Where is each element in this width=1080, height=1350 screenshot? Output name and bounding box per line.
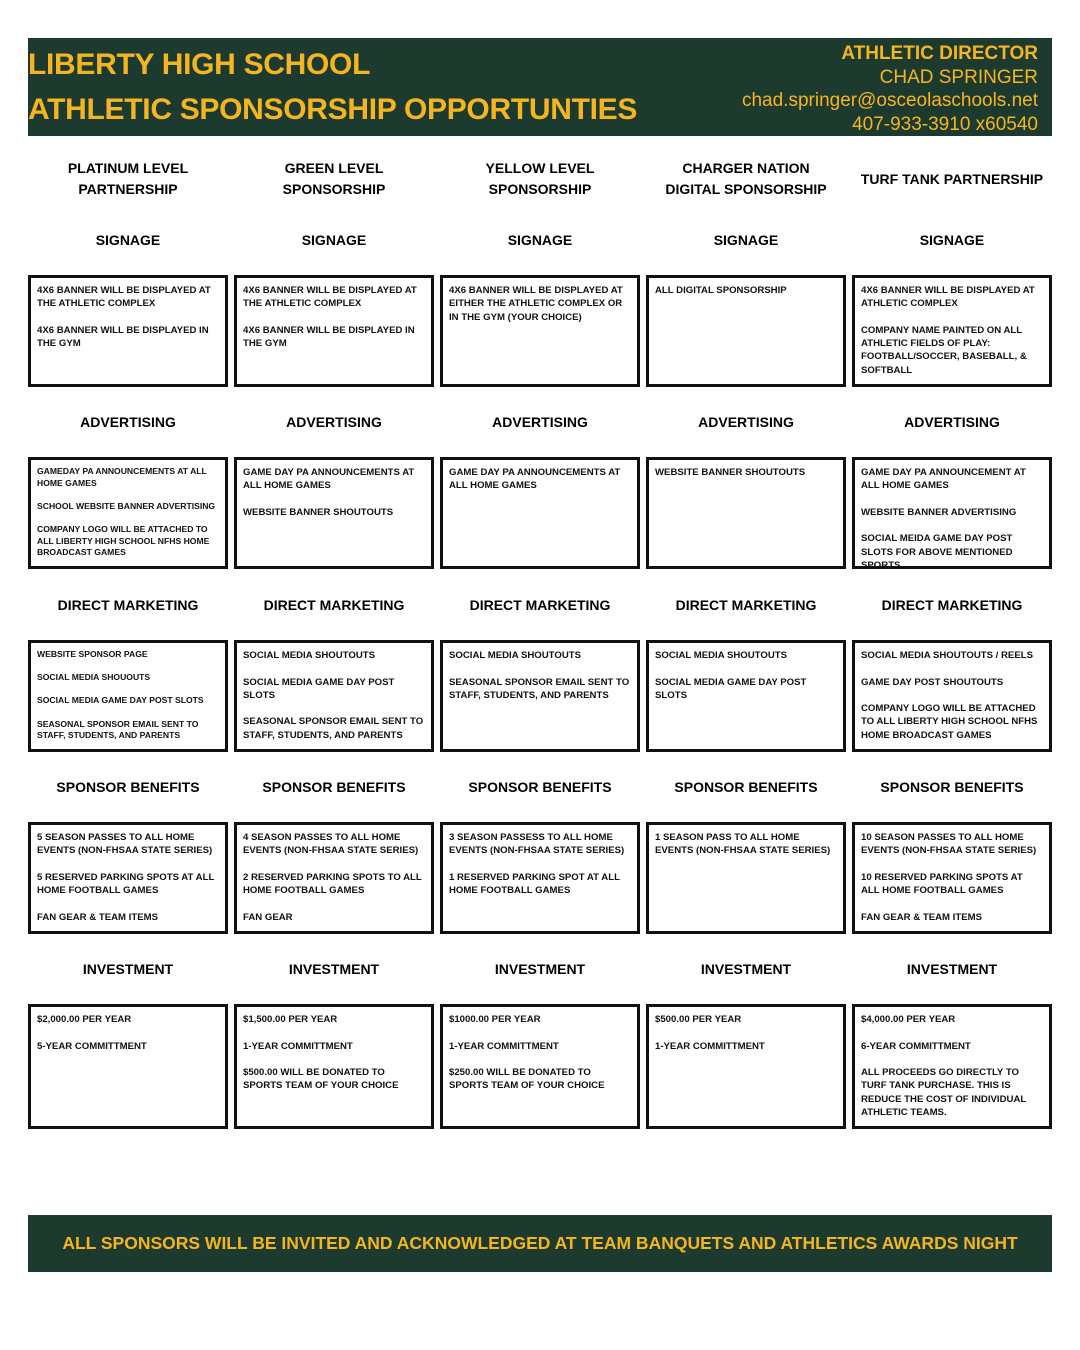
list-item: 4X6 BANNER WILL BE DISPLAYED AT ATHLETIC COMPLEX	[861, 285, 1035, 310]
tier-title-label: PLATINUM LEVEL PARTNERSHIP	[67, 160, 189, 197]
investment-header-col-5	[852, 950, 1052, 989]
tier-title-col-2	[234, 152, 434, 206]
investment-header-label: INVESTMENT	[494, 961, 586, 977]
page-title: ATHLETIC SPONSORSHIP OPPORTUNTIES	[28, 93, 638, 126]
contact-block	[742, 42, 1038, 136]
advertising-header-label: ADVERTISING	[492, 414, 588, 430]
list-item: 2 RESERVED PARKING SPOTS TO ALL HOME FOOTBALL GAMES	[243, 871, 422, 897]
investment-header-col-3	[440, 950, 640, 989]
investment-box-col-2	[234, 1004, 434, 1129]
list-item: FAN GEAR & TEAM ITEMS	[861, 911, 982, 923]
benefits-header-label: SPONSOR BENEFITS	[674, 779, 818, 795]
list-item: $1000.00 PER YEAR	[449, 1014, 541, 1025]
investment-box-col-4	[646, 1004, 846, 1129]
signage-header-label: SIGNAGE	[713, 232, 779, 248]
investment-header-col-4	[646, 950, 846, 989]
list-item: 1 RESERVED PARKING SPOT AT ALL HOME FOOTBALL GAMES	[449, 871, 620, 897]
school-name: LIBERTY HIGH SCHOOL	[28, 48, 371, 81]
list-item: WEBSITE BANNER SHOUTOUTS	[243, 506, 394, 518]
benefits-header-label: SPONSOR BENEFITS	[880, 779, 1024, 795]
marketing-header-label: DIRECT MARKETING	[263, 597, 405, 613]
list-item: SOCIAL MEDIA SHOUTOUTS / REELS	[861, 650, 1033, 661]
marketing-header-col-5	[852, 586, 1052, 625]
advertising-box-col-5	[852, 457, 1052, 572]
advertising-header-col-1	[28, 403, 228, 442]
list-item: GAME DAY POST SHOUTOUTS	[861, 676, 1004, 688]
signage-box-col-4	[646, 275, 846, 387]
investment-header-label: INVESTMENT	[700, 961, 792, 977]
benefits-header-label: SPONSOR BENEFITS	[262, 779, 406, 795]
tier-title-label: CHARGER NATION DIGITAL SPONSORSHIP	[665, 160, 827, 197]
list-item: GAMEDAY PA ANNOUNCEMENTS AT ALL HOME GAMES	[37, 466, 207, 488]
list-item: $250.00 WILL BE DONATED TO SPORTS TEAM OF YOUR CHOICE	[449, 1067, 605, 1092]
list-item: 4X6 BANNER WILL BE DISPLAYED IN THE GYM	[37, 324, 209, 350]
advertising-header-col-5	[852, 403, 1052, 442]
list-item: 1 SEASON PASS TO ALL HOME EVENTS (NON-FHSAA STATE SERIES)	[655, 832, 831, 857]
investment-box-col-1	[28, 1004, 228, 1129]
signage-header-label: SIGNAGE	[507, 232, 573, 248]
tier-title-col-4	[646, 152, 846, 206]
list-item: 4X6 BANNER WILL BE DISPLAYED AT THE ATHLETIC COMPLEX	[37, 285, 211, 310]
list-item: $1,500.00 PER YEAR	[243, 1014, 338, 1025]
investment-header-col-1	[28, 950, 228, 989]
marketing-header-col-2	[234, 586, 434, 625]
benefits-box-col-3	[440, 822, 640, 934]
investment-box-col-3	[440, 1004, 640, 1129]
list-item: ALL PROCEEDS GO DIRECTLY TO TURF TANK PURCHASE. THIS IS REDUCE THE COST OF INDIVIDUAL ATHLETIC TEAMS.	[861, 1067, 1027, 1119]
list-item: GAME DAY PA ANNOUNCEMENTS AT ALL HOME GAMES	[449, 467, 621, 492]
signage-header-col-4	[646, 221, 846, 260]
signage-box-col-5	[852, 275, 1052, 387]
list-item: $4,000.00 PER YEAR	[861, 1014, 956, 1025]
marketing-header-col-4	[646, 586, 846, 625]
list-item: COMPANY NAME PAINTED ON ALL ATHLETIC FIELDS OF PLAY: FOOTBALL/SOCCER, BASEBALL, & SOFTBALL	[861, 324, 1027, 376]
list-item: COMPANY LOGO WILL BE ATTACHED TO ALL LIBERTY HIGH SCHOOL NFHS HOME BROADCAST GAMES	[861, 703, 1038, 741]
benefits-box-col-5	[852, 822, 1052, 934]
tier-title-label: YELLOW LEVEL SPONSORSHIP	[485, 160, 595, 197]
marketing-header-label: DIRECT MARKETING	[675, 597, 817, 613]
list-item: SOCIAL MEDIA GAME DAY POST SLOTS	[243, 676, 395, 701]
list-item: SEASONAL SPONSOR EMAIL SENT TO STAFF, STUDENTS, AND PARENTS	[449, 676, 630, 701]
benefits-box-col-2	[234, 822, 434, 934]
benefits-header-col-4	[646, 768, 846, 807]
investment-header-label: INVESTMENT	[906, 961, 998, 977]
contact-email[interactable]: chad.springer@osceolaschools.net	[741, 90, 1038, 111]
contact-name: CHAD SPRINGER	[879, 66, 1038, 88]
list-item: GAME DAY PA ANNOUNCEMENTS AT ALL HOME GAMES	[243, 467, 415, 492]
list-item: 3 SEASON PASSESS TO ALL HOME EVENTS (NON-FHSAA STATE SERIES)	[449, 832, 625, 857]
marketing-header-col-3	[440, 586, 640, 625]
list-item: ALL DIGITAL SPONSORSHIP	[655, 285, 787, 296]
marketing-box-col-5	[852, 640, 1052, 752]
contact-role: ATHLETIC DIRECTOR	[841, 43, 1038, 64]
benefits-header-label: SPONSOR BENEFITS	[468, 779, 612, 795]
benefits-header-col-5	[852, 768, 1052, 807]
advertising-box-col-4	[646, 457, 846, 569]
advertising-header-label: ADVERTISING	[286, 414, 382, 430]
benefits-header-col-3	[440, 768, 640, 807]
marketing-box-col-1	[28, 640, 228, 752]
investment-header-label: INVESTMENT	[288, 961, 380, 977]
list-item: SOCIAL MEDIA SHOUOUTS	[37, 672, 151, 683]
marketing-box-col-3	[440, 640, 640, 752]
header-banner	[28, 38, 1052, 136]
signage-box-col-2	[234, 275, 434, 387]
list-item: WEBSITE SPONSOR PAGE	[37, 649, 148, 659]
list-item: SOCIAL MEDIA SHOUTOUTS	[655, 650, 788, 661]
list-item: 5 RESERVED PARKING SPOTS AT ALL HOME FOOTBALL GAMES	[37, 871, 215, 897]
investment-header-col-2	[234, 950, 434, 989]
investment-box-col-5	[852, 1004, 1052, 1129]
marketing-box-col-2	[234, 640, 434, 752]
list-item: 4X6 BANNER WILL BE DISPLAYED AT THE ATHLETIC COMPLEX	[243, 285, 417, 310]
list-item: 6-YEAR COMMITTMENT	[861, 1040, 971, 1052]
tier-title-col-5	[852, 152, 1052, 206]
list-item: FAN GEAR	[243, 911, 293, 923]
list-item: 4X6 BANNER WILL BE DISPLAYED IN THE GYM	[243, 324, 415, 350]
advertising-header-col-4	[646, 403, 846, 442]
list-item: $500.00 WILL BE DONATED TO SPORTS TEAM OF YOUR CHOICE	[243, 1067, 399, 1092]
list-item: WEBSITE BANNER SHOUTOUTS	[655, 467, 806, 478]
signage-header-col-3	[440, 221, 640, 260]
benefits-header-col-1	[28, 768, 228, 807]
list-item: SOCIAL MEDIA SHOUTOUTS	[243, 650, 376, 661]
marketing-header-label: DIRECT MARKETING	[469, 597, 611, 613]
list-item: 4X6 BANNER WILL BE DISPLAYED AT EITHER THE ATHLETIC COMPLEX OR IN THE GYM (YOUR CHOICE)	[449, 285, 623, 323]
list-item: SOCIAL MEIDA GAME DAY POST SLOTS FOR ABOVE MENTIONED SPORTS	[861, 533, 1013, 572]
tier-title-label: GREEN LEVEL SPONSORSHIP	[282, 160, 386, 197]
list-item: $2,000.00 PER YEAR	[37, 1014, 132, 1025]
list-item: SOCIAL MEDIA GAME DAY POST SLOTS	[655, 676, 807, 701]
list-item: 10 SEASON PASSES TO ALL HOME EVENTS (NON-FHSAA STATE SERIES)	[861, 832, 1037, 857]
marketing-header-label: DIRECT MARKETING	[881, 597, 1023, 613]
advertising-box-col-3	[440, 457, 640, 569]
signage-header-label: SIGNAGE	[95, 232, 161, 248]
advertising-box-col-1	[28, 457, 228, 569]
signage-header-label: SIGNAGE	[301, 232, 367, 248]
signage-box-col-3	[440, 275, 640, 387]
footer-text: ALL SPONSORS WILL BE INVITED AND ACKNOWLEDGED AT TEAM BANQUETS AND ATHLETICS AWARDS NIGHT	[62, 1233, 1018, 1253]
benefits-box-col-4	[646, 822, 846, 934]
marketing-box-col-4	[646, 640, 846, 752]
list-item: 4 SEASON PASSES TO ALL HOME EVENTS (NON-FHSAA STATE SERIES)	[243, 832, 419, 857]
signage-header-col-5	[852, 221, 1052, 260]
list-item: 1-YEAR COMMITTMENT	[243, 1040, 353, 1052]
signage-header-col-1	[28, 221, 228, 260]
benefits-header-label: SPONSOR BENEFITS	[56, 779, 200, 795]
list-item: SOCIAL MEDIA SHOUTOUTS	[449, 650, 582, 661]
advertising-header-label: ADVERTISING	[698, 414, 794, 430]
advertising-header-col-3	[440, 403, 640, 442]
marketing-header-col-1	[28, 586, 228, 625]
list-item: FAN GEAR & TEAM ITEMS	[37, 911, 158, 923]
list-item: GAME DAY PA ANNOUNCEMENT AT ALL HOME GAMES	[861, 467, 1026, 492]
advertising-box-col-2	[234, 457, 434, 569]
advertising-header-label: ADVERTISING	[904, 414, 1000, 430]
contact-phone[interactable]: 407-933-3910 x60540	[852, 113, 1038, 135]
list-item: SCHOOL WEBSITE BANNER ADVERTISING	[37, 500, 216, 511]
footer-banner	[28, 1215, 1052, 1272]
list-item: 1-YEAR COMMITTMENT	[655, 1040, 765, 1052]
list-item: SEASONAL SPONSOR EMAIL SENT TO STAFF, STUDENTS, AND PARENTS	[37, 718, 199, 741]
tier-title-label: TURF TANK PARTNERSHIP	[860, 170, 1044, 187]
benefits-header-col-2	[234, 768, 434, 807]
advertising-header-label: ADVERTISING	[80, 414, 176, 430]
list-item: SEASONAL SPONSOR EMAIL SENT TO STAFF, STUDENTS, AND PARENTS	[243, 716, 424, 741]
list-item: WEBSITE BANNER ADVERTISING	[861, 506, 1017, 518]
list-item: $500.00 PER YEAR	[655, 1014, 742, 1025]
tier-title-col-3	[440, 152, 640, 206]
investment-header-label: INVESTMENT	[82, 961, 174, 977]
list-item: SOCIAL MEDIA GAME DAY POST SLOTS	[37, 695, 204, 706]
list-item: 5 SEASON PASSES TO ALL HOME EVENTS (NON-FHSAA STATE SERIES)	[37, 832, 213, 857]
tier-title-col-1	[28, 152, 228, 206]
advertising-header-col-2	[234, 403, 434, 442]
marketing-header-label: DIRECT MARKETING	[57, 597, 199, 613]
signage-header-label: SIGNAGE	[919, 232, 985, 248]
list-item: 5-YEAR COMMITTMENT	[37, 1040, 147, 1052]
list-item: 1-YEAR COMMITTMENT	[449, 1040, 559, 1052]
signage-box-col-1	[28, 275, 228, 387]
list-item: COMPANY LOGO WILL BE ATTACHED TO ALL LIBERTY HIGH SCHOOL NFHS HOME BROADCAST GAMES	[37, 523, 210, 558]
list-item: 10 RESERVED PARKING SPOTS AT ALL HOME FOOTBALL GAMES	[861, 871, 1023, 897]
signage-header-col-2	[234, 221, 434, 260]
benefits-box-col-1	[28, 822, 228, 934]
